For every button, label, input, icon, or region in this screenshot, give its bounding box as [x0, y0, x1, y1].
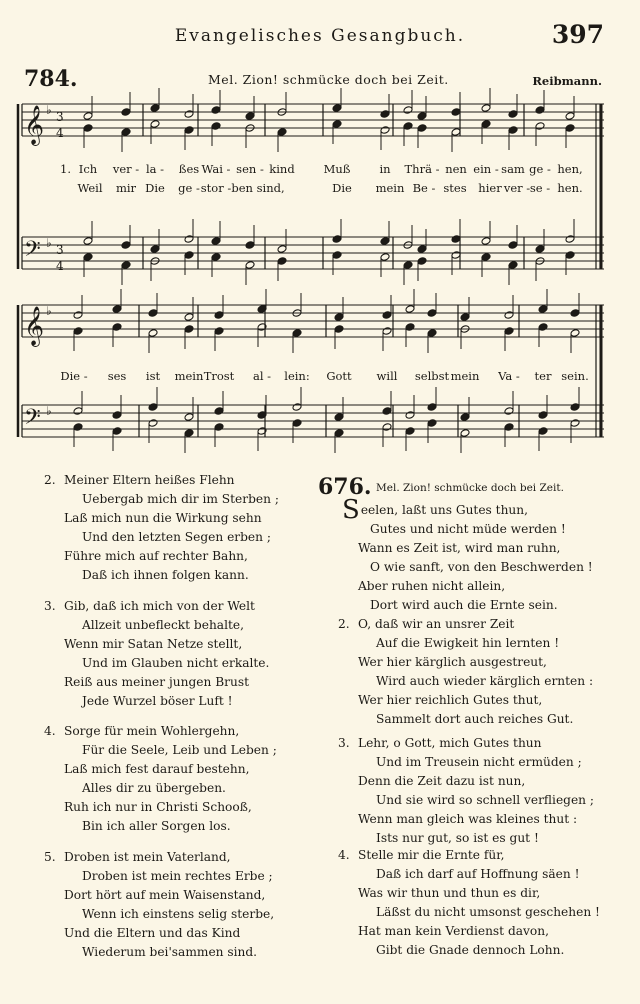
note-head — [245, 241, 255, 250]
lyric-syllable: mir — [115, 181, 137, 195]
lyric-syllable: Weil — [77, 181, 103, 195]
note-head — [214, 327, 224, 336]
verse-number: 4. — [44, 724, 56, 738]
bass-clef-icon: 𝄢 — [24, 405, 41, 435]
lyric-syllable: Trost — [203, 369, 235, 383]
note-head — [211, 253, 221, 262]
drop-cap: S — [342, 495, 360, 525]
note-head — [292, 419, 302, 428]
lyric-syllable: hen. — [557, 181, 583, 195]
note-head — [211, 106, 221, 115]
lyric-syllable: ßes — [178, 162, 200, 176]
flat-icon: ♭ — [46, 103, 52, 117]
verse-number: 3. — [44, 599, 56, 613]
note-head — [292, 403, 302, 412]
note-head — [112, 305, 122, 314]
verse-line: Und im Glauben nicht erkalte. — [82, 656, 270, 671]
note-head — [73, 407, 83, 416]
note-head — [565, 124, 575, 133]
note-head — [405, 411, 415, 420]
verse-line: Und im Treusein nicht ermüden ; — [376, 755, 582, 770]
verse-676-2 — [338, 615, 593, 730]
note-head — [277, 245, 287, 254]
note-head — [427, 309, 437, 318]
note-head — [504, 423, 514, 432]
music-score — [0, 0, 640, 460]
lyric-syllable: Wai - — [201, 162, 231, 176]
note-head — [277, 128, 287, 137]
verse-line: Und die Eltern und das Kind — [64, 926, 241, 941]
lyric-syllable: lein: — [284, 369, 310, 383]
note-head — [332, 235, 342, 244]
note-head — [460, 313, 470, 322]
note-head — [403, 106, 413, 115]
note-head — [112, 323, 122, 332]
note-head — [148, 419, 158, 428]
flat-icon: ♭ — [46, 404, 52, 418]
note-head — [73, 327, 83, 336]
note-head — [214, 407, 224, 416]
note-head — [334, 413, 344, 422]
verse-line: Hat man kein Verdienst davon, — [358, 924, 549, 939]
note-head — [382, 311, 392, 320]
note-head — [460, 413, 470, 422]
verse-line: Und sie wird so schnell verfliegen ; — [376, 793, 595, 808]
note-head — [570, 419, 580, 428]
lyric-syllable: Ich — [78, 162, 98, 176]
note-head — [417, 124, 427, 133]
verse-line: Sorge für mein Wohlergehn, — [64, 724, 240, 738]
note-head — [184, 325, 194, 334]
note-head — [508, 110, 518, 119]
note-head — [417, 245, 427, 254]
verse-line: Was wir thun und thun es dir, — [358, 886, 541, 901]
lyric-syllable: Die — [145, 181, 165, 195]
note-head — [481, 253, 491, 262]
verse-line: Auf die Ewigkeit hin lernten ! — [376, 636, 560, 651]
melody-note-676: Mel. Zion! schmücke doch bei Zeit. — [376, 482, 564, 494]
verse-line: Jede Wurzel böser Luft ! — [82, 694, 233, 709]
verse-line: Denn die Zeit dazu ist nun, — [358, 774, 526, 789]
note-head — [504, 311, 514, 320]
note-head — [121, 241, 131, 250]
hymn-number-784: 784. — [24, 66, 78, 92]
note-head — [332, 120, 342, 129]
lyric-syllable: sam — [501, 162, 525, 176]
note-head — [538, 427, 548, 436]
note-head — [504, 407, 514, 416]
note-head — [211, 237, 221, 246]
melody-note-784: Mel. Zion! schmücke doch bei Zeit. — [208, 72, 449, 87]
note-head — [380, 253, 390, 262]
note-head — [380, 110, 390, 119]
verse-line: Wiederum bei'sammen sind. — [82, 945, 258, 960]
note-head — [150, 120, 160, 129]
note-head — [184, 110, 194, 119]
verse-line: Wenn mir Satan Netze stellt, — [64, 637, 243, 652]
note-head — [184, 251, 194, 260]
note-head — [427, 419, 437, 428]
verse-number: 4. — [338, 848, 350, 862]
lyric-syllable: ben sind, — [231, 181, 285, 195]
note-head — [427, 329, 437, 338]
note-head — [508, 261, 518, 270]
verse-line: Führe mich auf rechter Bahn, — [64, 549, 248, 564]
verse-number: 3. — [338, 736, 350, 750]
lyric-syllable: sein. — [561, 369, 589, 383]
note-head — [211, 122, 221, 131]
lyric-syllable: mein — [375, 181, 405, 195]
verse-784-5 — [44, 848, 274, 963]
verse-number: 5. — [44, 850, 56, 864]
note-head — [112, 411, 122, 420]
lyric-syllable: ein - — [473, 162, 499, 176]
lyric-syllable: ge - — [178, 181, 200, 195]
note-head — [112, 427, 122, 436]
hymn-number-676: 676. — [318, 474, 372, 500]
lyric-syllable: will — [376, 369, 398, 383]
lyric-syllable: al - — [252, 369, 272, 383]
note-head — [504, 327, 514, 336]
note-head — [148, 329, 158, 338]
note-head — [508, 241, 518, 250]
verse-line: Lehr, o Gott, mich Gutes thun — [358, 736, 542, 750]
lyric-syllable: sen - — [236, 162, 264, 176]
lyric-syllable: Gott — [326, 369, 352, 383]
note-head — [565, 112, 575, 121]
running-header: Evangelisches Gesangbuch. — [174, 26, 466, 46]
verse-line: Laß mich fest darauf bestehn, — [64, 762, 250, 777]
lyric-syllable: ver - — [503, 181, 531, 195]
note-head — [382, 407, 392, 416]
verse-784-3 — [44, 597, 269, 712]
note-head — [565, 235, 575, 244]
treble-clef-icon: 𝄞 — [24, 105, 45, 145]
note-head — [292, 329, 302, 338]
verse-line: Ruh ich nur in Christi Schooß, — [64, 800, 252, 815]
lyric-syllable: la - — [145, 162, 165, 176]
verse-line: Wenn man gleich was kleines thut : — [358, 812, 578, 827]
lyric-syllable: Die - — [60, 369, 88, 383]
note-head — [148, 309, 158, 318]
verse-676-1 — [342, 495, 593, 616]
note-head — [245, 112, 255, 121]
note-head — [148, 403, 158, 412]
bass-clef-icon: 𝄢 — [24, 237, 41, 267]
verse-line: Droben ist mein Vaterland, — [64, 850, 231, 864]
verse-line: Wird auch wieder kärglich ernten : — [376, 674, 594, 689]
verse-676-3 — [338, 734, 594, 849]
note-head — [121, 261, 131, 270]
verse-line: Bin ich aller Sorgen los. — [82, 819, 231, 834]
time-signature: 4 — [56, 126, 64, 140]
note-head — [570, 309, 580, 318]
note-head — [277, 257, 287, 266]
note-head — [184, 313, 194, 322]
lyric-syllable: se - — [529, 181, 551, 195]
note-head — [245, 261, 255, 270]
note-head — [382, 423, 392, 432]
note-head — [570, 403, 580, 412]
note-head — [538, 323, 548, 332]
lyric-syllable: ver - — [112, 162, 140, 176]
note-head — [73, 311, 83, 320]
note-head — [460, 429, 470, 438]
note-head — [184, 429, 194, 438]
verse-line: Gutes und nicht müde werden ! — [370, 522, 566, 537]
note-head — [121, 108, 131, 117]
lyric-syllable: ge - — [529, 162, 551, 176]
lyric-syllable: Muß — [323, 162, 351, 176]
lyric-syllable: Die — [332, 181, 352, 195]
note-head — [481, 104, 491, 113]
note-head — [508, 126, 518, 135]
note-head — [334, 325, 344, 334]
verse-line: Wenn ich einstens selig sterbe, — [82, 907, 275, 922]
note-head — [417, 112, 427, 121]
flat-icon: ♭ — [46, 304, 52, 318]
lyric-syllable: mein — [174, 369, 204, 383]
note-head — [83, 237, 93, 246]
note-head — [83, 253, 93, 262]
verse-line: O, daß wir an unsrer Zeit — [358, 617, 515, 631]
lyric-syllable: hier — [478, 181, 502, 195]
verse-line: Meiner Eltern heißes Flehn — [64, 473, 235, 487]
note-head — [481, 237, 491, 246]
verse-line: Dort hört auf mein Waisenstand, — [64, 888, 266, 903]
note-head — [184, 235, 194, 244]
note-head — [535, 122, 545, 131]
lyric-syllable: stor - — [200, 181, 232, 195]
note-head — [121, 128, 131, 137]
verse-line: Aber ruhen nicht allein, — [358, 579, 506, 594]
verse-line: Wann es Zeit ist, wird man ruhn, — [358, 541, 561, 556]
verse-line: Läßst du nicht umsonst geschehen ! — [376, 905, 600, 920]
lyric-syllable: ter — [534, 369, 552, 383]
note-head — [405, 323, 415, 332]
treble-clef-icon: 𝄞 — [24, 306, 45, 346]
verse-676-4 — [338, 846, 600, 961]
note-head — [403, 261, 413, 270]
note-head — [380, 237, 390, 246]
verse-line: Allzeit unbefleckt behalte, — [82, 618, 244, 633]
lyric-syllable: in — [379, 162, 391, 176]
verse-line: Sammelt dort auch reiches Gut. — [376, 712, 574, 727]
time-signature: 3 — [56, 110, 64, 124]
note-head — [405, 305, 415, 314]
lyric-syllable: Be - — [412, 181, 436, 195]
note-head — [570, 329, 580, 338]
note-head — [214, 423, 224, 432]
verse-line: Stelle mir die Ernte für, — [358, 848, 505, 862]
note-head — [535, 106, 545, 115]
note-head — [83, 112, 93, 121]
verse-line: Reiß aus meiner jungen Brust — [64, 675, 249, 690]
note-head — [538, 411, 548, 420]
note-head — [481, 120, 491, 129]
note-head — [427, 403, 437, 412]
verse-line: Und den letzten Segen erben ; — [82, 530, 271, 545]
lyric-syllable: selbst — [414, 369, 450, 383]
note-head — [405, 427, 415, 436]
verse-784-4 — [44, 722, 277, 837]
lyric-syllable: hen, — [557, 162, 583, 176]
note-head — [382, 327, 392, 336]
verse-line: Gib, daß ich mich von der Welt — [64, 599, 255, 613]
note-head — [417, 257, 427, 266]
note-head — [73, 423, 83, 432]
verse-line: Gibt die Gnade dennoch Lohn. — [376, 943, 565, 958]
lyric-syllable: nen — [445, 162, 467, 176]
verse-line: Droben ist mein rechtes Erbe ; — [82, 869, 273, 884]
lyric-syllable: stes — [443, 181, 467, 195]
verse-number: 2. — [44, 473, 56, 487]
time-signature: 3 — [56, 243, 64, 257]
page-number: 397 — [551, 20, 604, 49]
note-head — [334, 429, 344, 438]
lyric-syllable: Va - — [498, 369, 520, 383]
note-head — [184, 413, 194, 422]
lyric-syllable: kind — [269, 162, 295, 176]
verse-line: O wie sanft, von den Beschwerden ! — [370, 560, 593, 575]
verse-line: Uebergab mich dir im Sterben ; — [82, 492, 279, 507]
note-head — [535, 245, 545, 254]
note-head — [334, 313, 344, 322]
note-head — [403, 122, 413, 131]
note-head — [83, 124, 93, 133]
composer-name: Reibmann. — [532, 74, 602, 88]
verse-line: eelen, laßt uns Gutes thun, — [360, 503, 528, 517]
verse-line: Dort wird auch die Ernte sein. — [370, 598, 558, 613]
verse-line: Daß ich darf auf Hoffnung säen ! — [376, 867, 580, 882]
flat-icon: ♭ — [46, 236, 52, 250]
note-head — [332, 104, 342, 113]
note-head — [184, 126, 194, 135]
note-head — [214, 311, 224, 320]
note-head — [150, 104, 160, 113]
note-head — [332, 251, 342, 260]
lyric-syllable: mein — [450, 369, 480, 383]
verse-784-2 — [44, 471, 279, 586]
note-head — [538, 305, 548, 314]
note-head — [565, 251, 575, 260]
lyric-syllable: ist — [145, 369, 161, 383]
note-head — [150, 245, 160, 254]
lyric-syllable: ses — [107, 369, 127, 383]
lyric-syllable: Thrä - — [404, 162, 440, 176]
stanza-number: 1. — [60, 162, 71, 176]
time-signature: 4 — [56, 259, 64, 273]
verse-line: Laß mich nun die Wirkung sehn — [64, 511, 262, 526]
verse-line: Für die Seele, Leib und Leben ; — [82, 743, 277, 758]
verse-line: Wer hier kärglich ausgestreut, — [358, 655, 547, 670]
verse-line: Ists nur gut, so ist es gut ! — [376, 831, 539, 846]
note-head — [380, 126, 390, 135]
verse-line: Daß ich ihnen folgen kann. — [82, 568, 249, 583]
verse-number: 2. — [338, 617, 350, 631]
verse-line: Alles dir zu übergeben. — [82, 781, 226, 796]
verse-line: Wer hier reichlich Gutes thut, — [358, 693, 543, 708]
